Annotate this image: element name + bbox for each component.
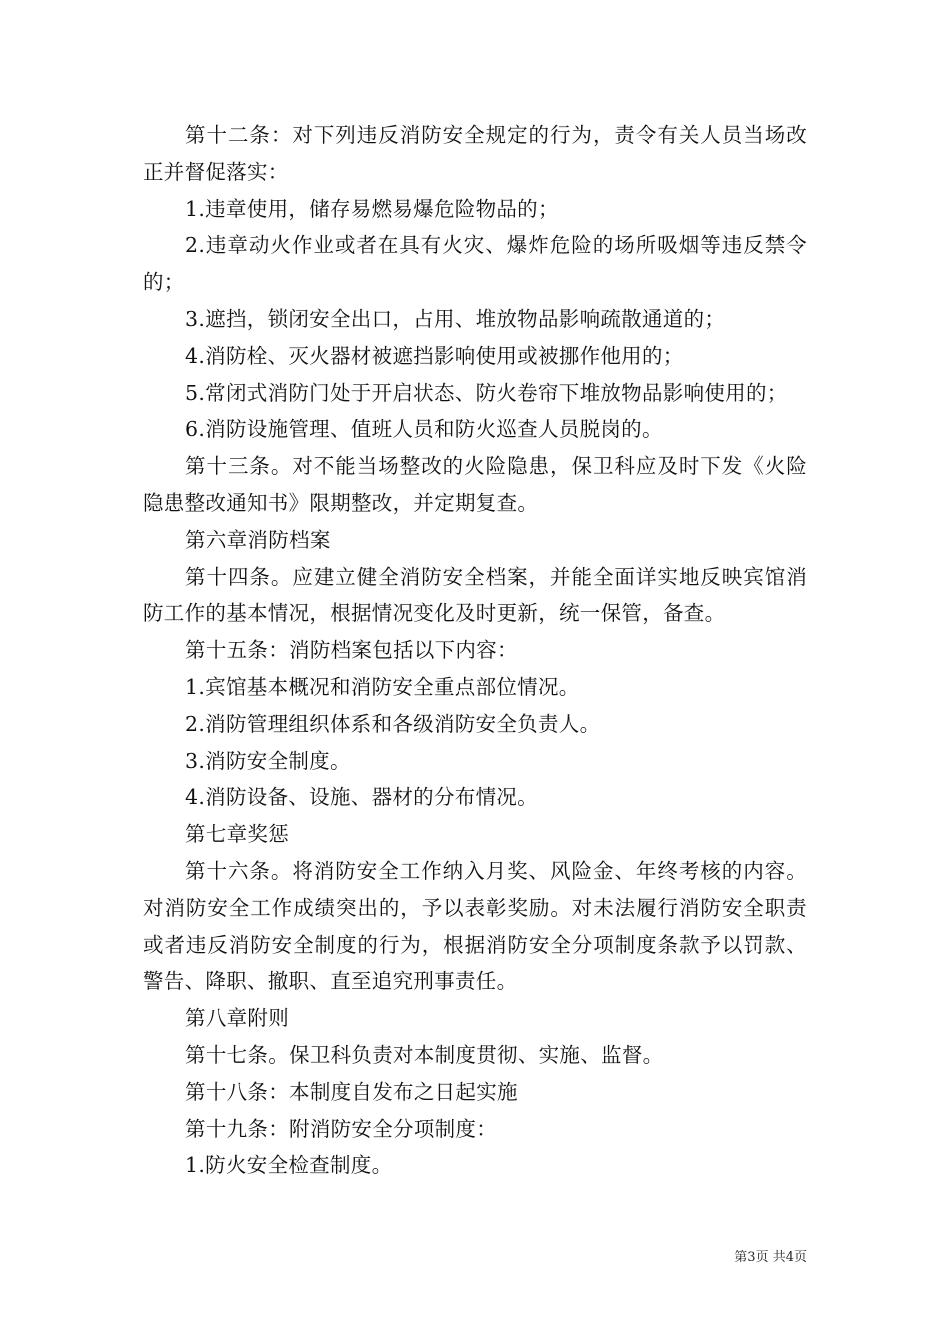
article-12-heading: 第十二条：对下列违反消防安全规定的行为，责令有关人员当场改正并督促落实： bbox=[143, 123, 807, 184]
article-12-item-6: 6.消防设施管理、值班人员和防火巡查人员脱岗的。 bbox=[185, 417, 663, 442]
current-page-number: 3 bbox=[747, 1250, 756, 1265]
chapter-6-heading: 第六章消防档案 bbox=[185, 527, 331, 552]
article-15-heading: 第十五条：消防档案包括以下内容： bbox=[185, 638, 518, 663]
article-13: 第十三条。对不能当场整改的火险隐患，保卫科应及时下发《火险隐患整改通知书》限期整改，并定期复查。 bbox=[143, 454, 807, 515]
article-15-item-2: 2.消防管理组织体系和各级消防安全负责人。 bbox=[185, 711, 601, 736]
article-19-heading: 第十九条：附消防安全分项制度： bbox=[185, 1116, 498, 1141]
footer-suffix: 页 bbox=[793, 1250, 807, 1265]
article-15-item-4: 4.消防设备、设施、器材的分布情况。 bbox=[185, 785, 538, 810]
footer-prefix: 第 bbox=[734, 1250, 748, 1265]
article-15-item-3: 3.消防安全制度。 bbox=[185, 748, 351, 773]
article-19-item-1: 1.防火安全检查制度。 bbox=[185, 1153, 393, 1178]
article-14: 第十四条。应建立健全消防安全档案，并能全面详实地反映宾馆消防工作的基本情况，根据情况变化及时更新，统一保管，备查。 bbox=[143, 564, 807, 626]
article-12-item-4: 4.消防栓、灭火器材被遮挡影响使用或被挪作他用的； bbox=[185, 343, 684, 368]
article-16: 第十六条。将消防安全工作纳入月奖、风险金、年终考核的内容。对消防安全工作成绩突出的，予以表彰奖励。对未法履行消防安全职责或者违反消防安全制度的行为，根据消防安全分项制度条款予以罚款、警告、降职、撤职、直至追究刑事责任。 bbox=[143, 858, 807, 994]
chapter-7-heading: 第七章奖惩 bbox=[185, 822, 290, 847]
article-12-item-3: 3.遮挡，锁闭安全出口，占用、堆放物品影响疏散通道的； bbox=[185, 306, 726, 331]
article-12-item-5: 5.常闭式消防门处于开启状态、防火卷帘下堆放物品影响使用的； bbox=[185, 380, 788, 405]
article-15-item-1: 1.宾馆基本概况和消防安全重点部位情况。 bbox=[185, 674, 580, 699]
article-12-item-2: 2.违章动火作业或者在具有火灾、爆炸危险的场所吸烟等违反禁令的； bbox=[143, 233, 807, 295]
document-body bbox=[143, 117, 807, 1184]
footer-middle: 页 共 bbox=[755, 1250, 786, 1265]
chapter-8-heading: 第八章附则 bbox=[185, 1006, 290, 1031]
article-12-item-1: 1.违章使用，储存易燃易爆危险物品的； bbox=[185, 196, 559, 221]
total-page-number: 4 bbox=[785, 1250, 794, 1265]
article-17: 第十七条。保卫科负责对本制度贯彻、实施、监督。 bbox=[185, 1042, 664, 1067]
page-number-footer bbox=[734, 1250, 807, 1266]
article-18: 第十八条：本制度自发布之日起实施 bbox=[185, 1079, 518, 1104]
